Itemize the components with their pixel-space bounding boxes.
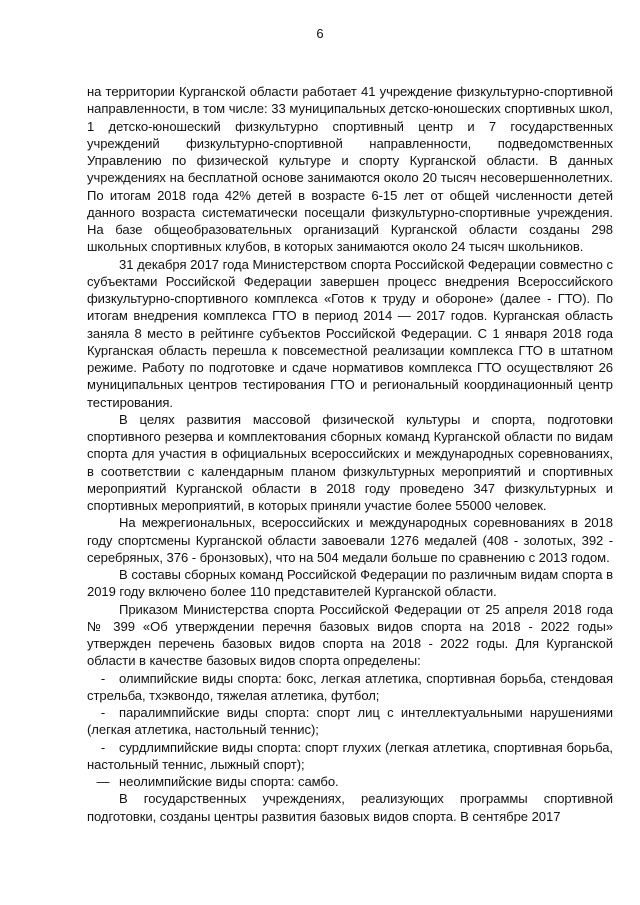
list-item-text: паралимпийские виды спорта: спорт лиц с интеллектуальными нарушениями (легкая атлетика, настольный теннис); <box>87 705 613 738</box>
list-item-text: неолимпийские виды спорта: самбо. <box>119 774 339 789</box>
list-item-text: олимпийские виды спорта: бокс, легкая атлетика, спортивная борьба, стендовая стрельба, тхэквондо, тяжелая атлетика, футбол; <box>87 670 613 703</box>
paragraph-institutions: на территории Курганской области работает 41 учреждение физкультурно-спортивной направленности, в том числе: 33 муниципальных детско-юношеских спортивных школ, 1 детско-юношеский физкультурно спортивный центр и 7 государственных учреждений физкультурно-спортивной направленности, подведомственных Управлению по физической культуре и спорту Курганской области. В данных учреждениях на бесплатной основе занимаются около 20 тысяч несовершеннолетних. По итогам 2018 года 42% детей в возрасте 6-15 лет от общей численности детей данного возраста систематически посещали физкультурно-спортивные учреждения. На базе общеобразовательных организаций Курганской области созданы 298 школьных спортивных клубов, в которых занимаются около 24 тысяч школьников. <box>87 84 613 255</box>
page-number: 6 <box>316 26 324 41</box>
list-item-olympic <box>87 670 613 705</box>
paragraph-national-teams: В составы сборных команд Российской Федерации по различным видам спорта в 2019 году включено более 110 представителей Курганской области. <box>87 567 613 600</box>
list-item-deaflympic <box>87 739 613 774</box>
paragraph-basic-sports-order: Приказом Министерства спорта Российской Федерации от 25 апреля 2018 года № 399 «Об утверждении перечня базовых видов спорта на 2018 - 2022 годы» утвержден перечень базовых видов спорта на 2018 - 2022 годы. Для Курганской области в качестве базовых видов спорта определены: <box>87 601 613 669</box>
paragraph-mass-sports: В целях развития массовой физической культуры и спорта, подготовки спортивного резерва и комплектования сборных команд Курганской области по видам спорта для участия в официальных всероссийских и международных соревнованиях, в соответствии с календарным планом физкультурных мероприятий и спортивных мероприятий Курганской области в 2018 году проведено 347 физкультурных и спортивных мероприятий, в которых приняли участие более 55000 человек. <box>87 411 613 513</box>
list-marker: - <box>100 739 106 755</box>
list-marker: - <box>100 670 106 686</box>
list-marker: — <box>96 774 110 789</box>
list-item-text: сурдлимпийские виды спорта: спорт глухих (легкая атлетика, спортивная борьба, настольный теннис, лыжный спорт); <box>87 739 613 772</box>
paragraph-gto: 31 декабря 2017 года Министерством спорта Российской Федерации совместно с субъектами Российской Федерации завершен процесс внедрения Всероссийского физкультурно-спортивного комплекса «Готов к труду и обороне» (далее - ГТО). По итогам внедрения комплекса ГТО в период 2014 — 2017 годов. Курганская область заняла 8 место в рейтинге субъектов Российской Федерации. С 1 января 2018 года Курганская область перешла к повсеместной реализации комплекса ГТО в штатном режиме. Работу по подготовке и сдаче нормативов комплекса ГТО осуществляют 26 муниципальных центров тестирования ГТО и региональный координационный центр тестирования. <box>87 256 613 410</box>
document-body <box>87 83 613 825</box>
list-item-non-olympic <box>87 773 613 790</box>
list-marker: - <box>100 705 106 720</box>
paragraph-development-centers: В государственных учреждениях, реализующих программы спортивной подготовки, созданы центры развития базовых видов спорта. В сентябре 2017 <box>87 791 613 824</box>
list-item-paralympic <box>87 704 613 739</box>
paragraph-medals: На межрегиональных, всероссийских и международных соревнованиях в 2018 году спортсмены Курганской области завоевали 1276 медалей (408 - золотых, 392 - серебряных, 376 - бронзовых), что на 504 медали больше по сравнению с 2013 годом. <box>87 515 613 565</box>
